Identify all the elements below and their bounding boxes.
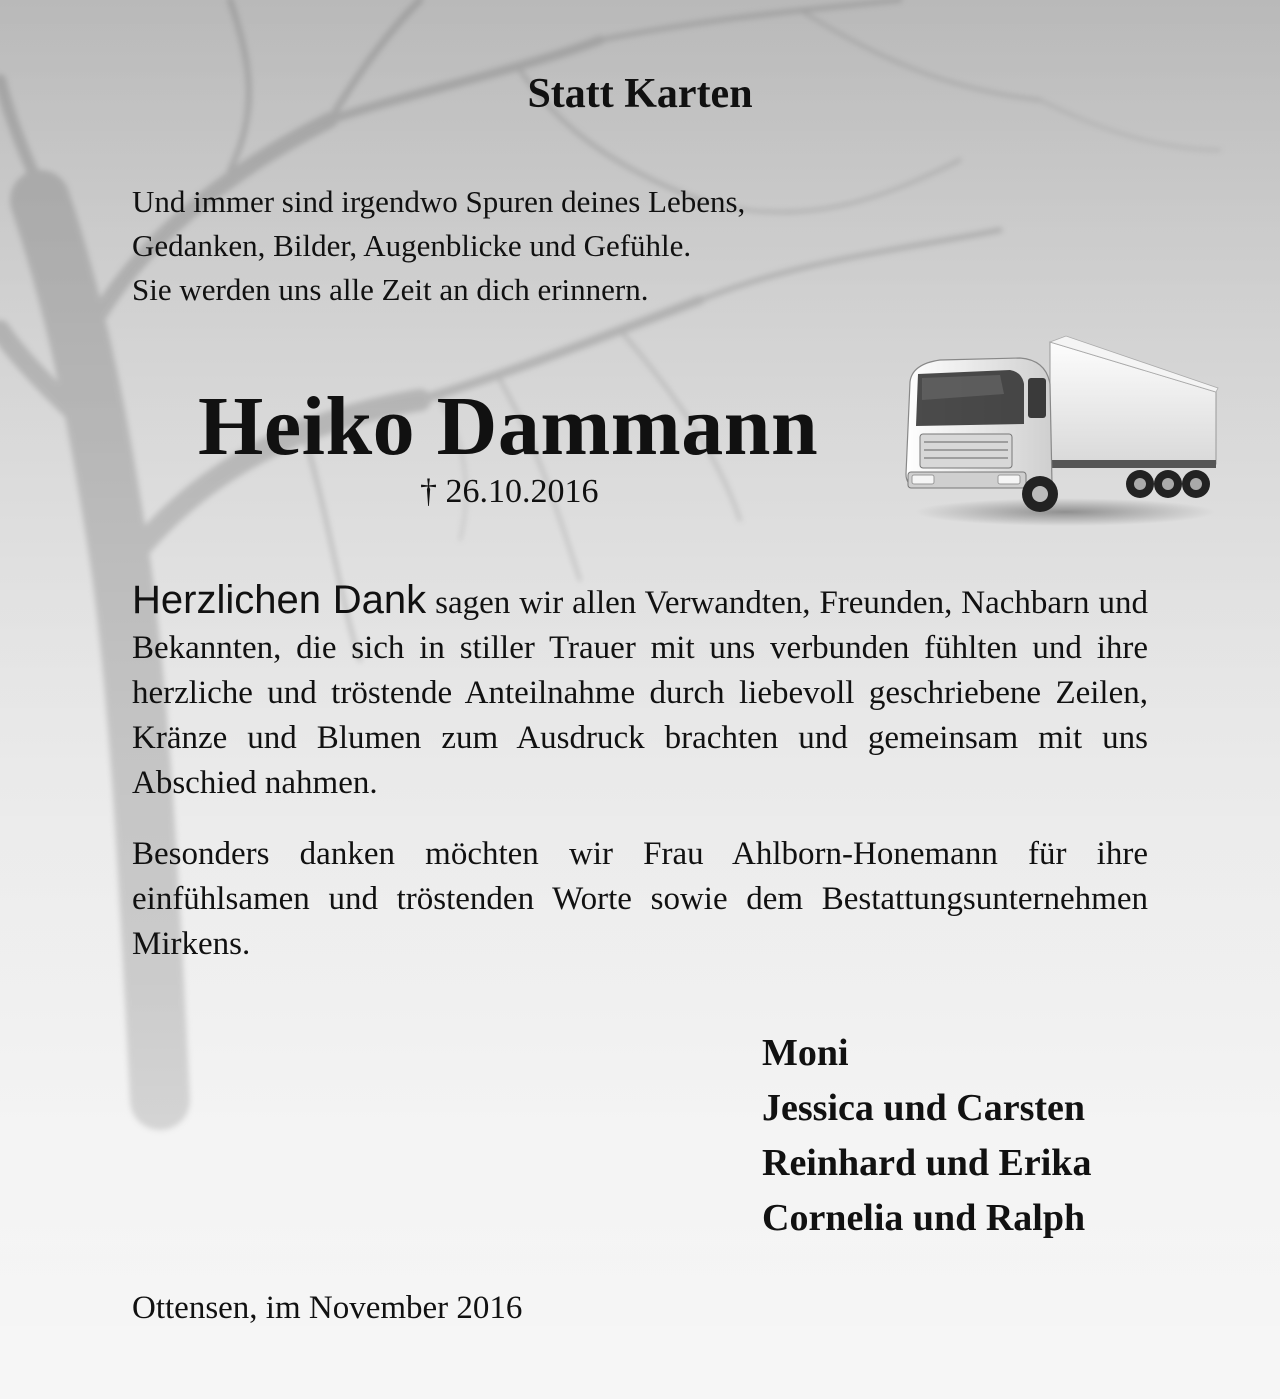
verse-line: Sie werden uns alle Zeit an dich erinnern. xyxy=(132,272,649,307)
verse-line: Und immer sind irgendwo Spuren deines Lebens, xyxy=(132,184,746,219)
memorial-verse xyxy=(132,180,745,312)
thanks-text: sagen wir allen Verwandten, Freunden, Nachbarn und Bekannten, die sich in stiller Trauer mit uns verbunden fühlten und ihre herzliche und tröstende Anteilnahme durch liebevoll geschriebene Zeilen, Kränze und Blumen zum Ausdruck brachten und gemeinsam mit uns Abschied nahmen. xyxy=(132,585,1148,801)
semi-truck-icon xyxy=(900,334,1220,534)
signer-name: Reinhard und Erika xyxy=(762,1142,1092,1184)
deceased-name: Heiko Dammann xyxy=(198,380,819,473)
special-thanks-paragraph: Besonders danken möchten wir Frau Ahlborn-Honemann für ihre einfühlsamen und tröstenden Worte sowie dem Bestattungsunternehmen Mirkens. xyxy=(132,836,1148,962)
signers-list xyxy=(762,1026,1091,1246)
death-date: † 26.10.2016 xyxy=(420,473,599,510)
verse-line: Gedanken, Bilder, Augenblicke und Gefühle. xyxy=(132,228,692,263)
page-title: Statt Karten xyxy=(527,71,753,117)
thanks-lead: Herzlichen Dank xyxy=(132,578,427,622)
thanks-paragraph xyxy=(132,578,1148,806)
signer-name: Cornelia und Ralph xyxy=(762,1197,1086,1239)
signer-name: Moni xyxy=(762,1032,849,1074)
place-date: Ottensen, im November 2016 xyxy=(132,1290,523,1326)
signer-name: Jessica und Carsten xyxy=(762,1087,1086,1129)
